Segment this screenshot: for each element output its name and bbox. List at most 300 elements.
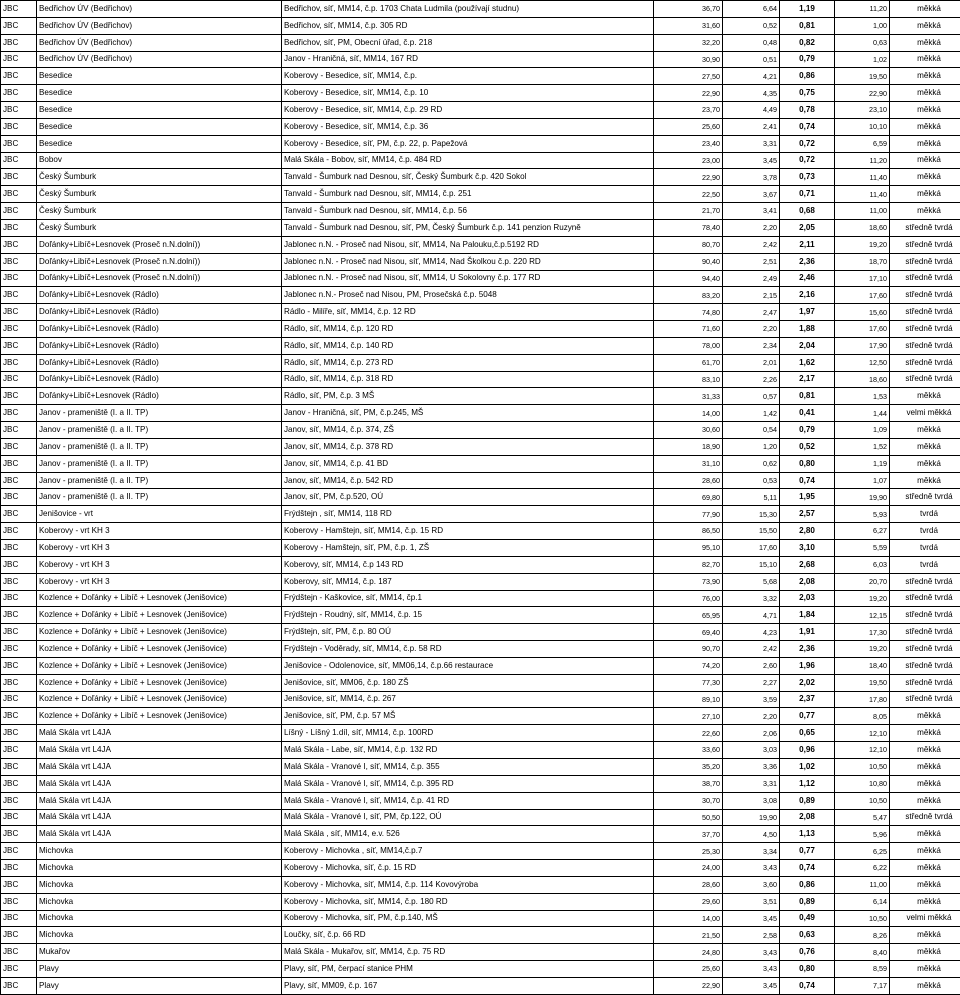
source-cell: Koberovy - vrt KH 3 — [37, 573, 282, 590]
hardness-value-cell: 0,41 — [780, 405, 835, 422]
region-cell: JBC — [1, 186, 37, 203]
table-row — [1, 388, 960, 405]
value-cell-1: 14,00 — [654, 405, 723, 422]
sampling-point-cell: Malá Skála - Vranové I, síť, MM14, č.p. 355 — [282, 758, 654, 775]
table-row — [1, 792, 960, 809]
sampling-point-cell: Rádlo, síť, MM14, č.p. 120 RD — [282, 321, 654, 338]
value-cell-2: 3,34 — [723, 843, 780, 860]
table-row — [1, 944, 960, 961]
source-cell: Kozlence + Doľánky + Libíč + Lesnovek (Jenišovice) — [37, 708, 282, 725]
hardness-value-cell: 1,95 — [780, 489, 835, 506]
sampling-point-cell: Koberovy - Besedice, síť, MM14, č.p. 29 RD — [282, 102, 654, 119]
hardness-value-cell: 0,78 — [780, 102, 835, 119]
value-cell-2: 2,42 — [723, 641, 780, 658]
value-cell-2: 1,20 — [723, 438, 780, 455]
hardness-value-cell: 2,08 — [780, 573, 835, 590]
value-cell-2: 15,10 — [723, 556, 780, 573]
source-cell: Besedice — [37, 102, 282, 119]
region-cell: JBC — [1, 860, 37, 877]
hardness-class-cell: středně tvrdá — [890, 287, 960, 304]
value-cell-2: 4,49 — [723, 102, 780, 119]
sampling-point-cell: Rádlo, síť, MM14, č.p. 273 RD — [282, 354, 654, 371]
value-cell-1: 50,50 — [654, 809, 723, 826]
table-row — [1, 169, 960, 186]
hardness-class-cell: středně tvrdá — [890, 691, 960, 708]
sampling-point-cell: Koberovy - Michovka, síť, MM14, č.p. 180 RD — [282, 893, 654, 910]
value-cell-1: 69,40 — [654, 624, 723, 641]
region-cell: JBC — [1, 641, 37, 658]
region-cell: JBC — [1, 961, 37, 978]
value-cell-2: 2,01 — [723, 354, 780, 371]
value-cell-2: 2,47 — [723, 304, 780, 321]
value-cell-2: 3,43 — [723, 944, 780, 961]
table-row — [1, 68, 960, 85]
value-cell-3: 12,10 — [835, 742, 890, 759]
value-cell-1: 31,10 — [654, 455, 723, 472]
region-cell: JBC — [1, 758, 37, 775]
hardness-class-cell: měkká — [890, 826, 960, 843]
hardness-class-cell: středně tvrdá — [890, 253, 960, 270]
region-cell: JBC — [1, 270, 37, 287]
sampling-point-cell: Frýdštejn - Kaškovice, síť, MM14, čp.1 — [282, 590, 654, 607]
value-cell-1: 90,70 — [654, 641, 723, 658]
value-cell-3: 8,26 — [835, 927, 890, 944]
value-cell-3: 15,60 — [835, 304, 890, 321]
table-row — [1, 506, 960, 523]
sampling-point-cell: Jenišovice, síť, MM14, č.p. 267 — [282, 691, 654, 708]
value-cell-2: 4,21 — [723, 68, 780, 85]
hardness-class-cell: středně tvrdá — [890, 590, 960, 607]
region-cell: JBC — [1, 843, 37, 860]
source-cell: Malá Skála vrt L4JA — [37, 775, 282, 792]
sampling-point-cell: Janov, síť, MM14, č.p. 542 RD — [282, 472, 654, 489]
value-cell-2: 0,48 — [723, 34, 780, 51]
table-row — [1, 961, 960, 978]
value-cell-2: 4,71 — [723, 607, 780, 624]
sampling-point-cell: Koberovy - Besedice, síť, PM, č.p. 22, p. Papežová — [282, 135, 654, 152]
source-cell: Kozlence + Doľánky + Libíč + Lesnovek (Jenišovice) — [37, 657, 282, 674]
region-cell: JBC — [1, 556, 37, 573]
region-cell: JBC — [1, 371, 37, 388]
hardness-class-cell: měkká — [890, 1, 960, 18]
hardness-value-cell: 0,89 — [780, 893, 835, 910]
value-cell-3: 19,50 — [835, 674, 890, 691]
hardness-value-cell: 2,03 — [780, 590, 835, 607]
region-cell: JBC — [1, 573, 37, 590]
value-cell-3: 20,70 — [835, 573, 890, 590]
value-cell-3: 5,93 — [835, 506, 890, 523]
hardness-class-cell: měkká — [890, 51, 960, 68]
hardness-value-cell: 0,86 — [780, 68, 835, 85]
source-cell: Besedice — [37, 118, 282, 135]
region-cell: JBC — [1, 438, 37, 455]
value-cell-3: 11,00 — [835, 876, 890, 893]
value-cell-2: 3,08 — [723, 792, 780, 809]
hardness-class-cell: středně tvrdá — [890, 219, 960, 236]
region-cell: JBC — [1, 893, 37, 910]
hardness-class-cell: měkká — [890, 860, 960, 877]
region-cell: JBC — [1, 304, 37, 321]
value-cell-1: 65,95 — [654, 607, 723, 624]
hardness-value-cell: 2,57 — [780, 506, 835, 523]
source-cell: Kozlence + Doľánky + Libíč + Lesnovek (Jenišovice) — [37, 641, 282, 658]
source-cell: Český Šumburk — [37, 186, 282, 203]
value-cell-2: 4,50 — [723, 826, 780, 843]
hardness-value-cell: 1,12 — [780, 775, 835, 792]
source-cell: Doľánky+Libíč+Lesnovek (Rádlo) — [37, 287, 282, 304]
value-cell-3: 18,40 — [835, 657, 890, 674]
hardness-value-cell: 0,79 — [780, 422, 835, 439]
value-cell-2: 2,41 — [723, 118, 780, 135]
table-row — [1, 405, 960, 422]
source-cell: Český Šumburk — [37, 203, 282, 220]
table-row — [1, 523, 960, 540]
value-cell-2: 0,51 — [723, 51, 780, 68]
value-cell-3: 5,59 — [835, 540, 890, 557]
value-cell-1: 23,40 — [654, 135, 723, 152]
value-cell-2: 2,06 — [723, 725, 780, 742]
value-cell-1: 86,50 — [654, 523, 723, 540]
table-row — [1, 910, 960, 927]
hardness-value-cell: 0,79 — [780, 51, 835, 68]
source-cell: Doľánky+Libíč+Lesnovek (Rádlo) — [37, 371, 282, 388]
region-cell: JBC — [1, 203, 37, 220]
value-cell-1: 37,70 — [654, 826, 723, 843]
value-cell-3: 6,22 — [835, 860, 890, 877]
source-cell: Malá Skála vrt L4JA — [37, 826, 282, 843]
table-row — [1, 607, 960, 624]
sampling-point-cell: Rádlo, síť, MM14, č.p. 318 RD — [282, 371, 654, 388]
region-cell: JBC — [1, 337, 37, 354]
value-cell-1: 80,70 — [654, 236, 723, 253]
hardness-class-cell: měkká — [890, 152, 960, 169]
hardness-class-cell: středně tvrdá — [890, 809, 960, 826]
value-cell-1: 27,50 — [654, 68, 723, 85]
value-cell-3: 10,50 — [835, 758, 890, 775]
hardness-class-cell: měkká — [890, 102, 960, 119]
hardness-class-cell: měkká — [890, 186, 960, 203]
value-cell-1: 23,70 — [654, 102, 723, 119]
source-cell: Malá Skála vrt L4JA — [37, 792, 282, 809]
value-cell-2: 3,59 — [723, 691, 780, 708]
hardness-class-cell: středně tvrdá — [890, 270, 960, 287]
hardness-class-cell: měkká — [890, 843, 960, 860]
value-cell-2: 3,36 — [723, 758, 780, 775]
table-row — [1, 354, 960, 371]
value-cell-2: 1,42 — [723, 405, 780, 422]
table-row — [1, 270, 960, 287]
hardness-value-cell: 1,88 — [780, 321, 835, 338]
region-cell: JBC — [1, 68, 37, 85]
source-cell: Bedřichov ÚV (Bedřichov) — [37, 34, 282, 51]
hardness-class-cell: měkká — [890, 135, 960, 152]
sampling-point-cell: Plavy, síť, MM09, č.p. 167 — [282, 977, 654, 994]
value-cell-3: 1,07 — [835, 472, 890, 489]
hardness-value-cell: 0,81 — [780, 17, 835, 34]
value-cell-3: 11,40 — [835, 169, 890, 186]
value-cell-2: 2,20 — [723, 219, 780, 236]
sampling-point-cell: Jenišovice, síť, MM06, č.p. 180 ZŠ — [282, 674, 654, 691]
hardness-value-cell: 2,36 — [780, 253, 835, 270]
source-cell: Doľánky+Libíč+Lesnovek (Rádlo) — [37, 321, 282, 338]
source-cell: Bobov — [37, 152, 282, 169]
value-cell-1: 74,80 — [654, 304, 723, 321]
sampling-point-cell: Rádlo, síť, MM14, č.p. 140 RD — [282, 337, 654, 354]
hardness-value-cell: 0,73 — [780, 169, 835, 186]
value-cell-2: 3,60 — [723, 876, 780, 893]
sampling-point-cell: Janov - Hraničná, síť, MM14, 167 RD — [282, 51, 654, 68]
hardness-value-cell: 1,91 — [780, 624, 835, 641]
sampling-point-cell: Koberovy - Besedice, síť, MM14, č.p. 36 — [282, 118, 654, 135]
value-cell-1: 25,60 — [654, 118, 723, 135]
region-cell: JBC — [1, 590, 37, 607]
value-cell-1: 25,60 — [654, 961, 723, 978]
region-cell: JBC — [1, 253, 37, 270]
table-row — [1, 287, 960, 304]
hardness-class-cell: měkká — [890, 893, 960, 910]
source-cell: Kozlence + Doľánky + Libíč + Lesnovek (Jenišovice) — [37, 674, 282, 691]
sampling-point-cell: Tanvald - Šumburk nad Desnou, síť, Český Šumburk č.p. 420 Sokol — [282, 169, 654, 186]
region-cell: JBC — [1, 321, 37, 338]
table-row — [1, 540, 960, 557]
hardness-value-cell: 0,75 — [780, 85, 835, 102]
source-cell: Michovka — [37, 843, 282, 860]
region-cell: JBC — [1, 51, 37, 68]
hardness-value-cell: 2,16 — [780, 287, 835, 304]
value-cell-1: 94,40 — [654, 270, 723, 287]
source-cell: Český Šumburk — [37, 169, 282, 186]
source-cell: Michovka — [37, 893, 282, 910]
sampling-point-cell: Koberovy - Michovka, síť, MM14, č.p. 114 Kovovýroba — [282, 876, 654, 893]
value-cell-1: 82,70 — [654, 556, 723, 573]
hardness-value-cell: 2,11 — [780, 236, 835, 253]
value-cell-3: 17,60 — [835, 321, 890, 338]
table-row — [1, 876, 960, 893]
region-cell: JBC — [1, 674, 37, 691]
hardness-value-cell: 0,74 — [780, 977, 835, 994]
source-cell: Doľánky+Libíč+Lesnovek (Rádlo) — [37, 304, 282, 321]
hardness-class-cell: tvrdá — [890, 556, 960, 573]
region-cell: JBC — [1, 169, 37, 186]
hardness-class-cell: měkká — [890, 68, 960, 85]
sampling-point-cell: Frýdštejn , síť, MM14, 118 RD — [282, 506, 654, 523]
value-cell-1: 31,33 — [654, 388, 723, 405]
source-cell: Malá Skála vrt L4JA — [37, 809, 282, 826]
table-row — [1, 51, 960, 68]
table-row — [1, 893, 960, 910]
value-cell-3: 19,50 — [835, 68, 890, 85]
value-cell-2: 6,64 — [723, 1, 780, 18]
sampling-point-cell: Janov, síť, MM14, č.p. 41 BD — [282, 455, 654, 472]
hardness-value-cell: 0,96 — [780, 742, 835, 759]
table-row — [1, 253, 960, 270]
value-cell-3: 17,80 — [835, 691, 890, 708]
hardness-class-cell: středně tvrdá — [890, 573, 960, 590]
value-cell-1: 30,70 — [654, 792, 723, 809]
value-cell-3: 11,40 — [835, 186, 890, 203]
table-row — [1, 219, 960, 236]
sampling-point-cell: Bedřichov, síť, PM, Obecní úřad, č.p. 218 — [282, 34, 654, 51]
value-cell-2: 3,31 — [723, 775, 780, 792]
table-row — [1, 927, 960, 944]
sampling-point-cell: Jablonec n.N. - Proseč nad Nisou, síť, MM14, Nad Školkou č.p. 220 RD — [282, 253, 654, 270]
region-cell: JBC — [1, 152, 37, 169]
hardness-value-cell: 0,86 — [780, 876, 835, 893]
value-cell-1: 21,70 — [654, 203, 723, 220]
value-cell-3: 6,27 — [835, 523, 890, 540]
value-cell-1: 21,50 — [654, 927, 723, 944]
value-cell-3: 10,50 — [835, 910, 890, 927]
region-cell: JBC — [1, 708, 37, 725]
value-cell-2: 17,60 — [723, 540, 780, 557]
hardness-value-cell: 1,19 — [780, 1, 835, 18]
sampling-point-cell: Koberovy - Michovka, síť, PM, č.p.140, MŠ — [282, 910, 654, 927]
value-cell-2: 2,15 — [723, 287, 780, 304]
value-cell-1: 30,60 — [654, 422, 723, 439]
sampling-point-cell: Líšný - Líšný 1.díl, síť, MM14, č.p. 100RD — [282, 725, 654, 742]
value-cell-1: 22,90 — [654, 169, 723, 186]
value-cell-3: 22,90 — [835, 85, 890, 102]
sampling-point-cell: Koberovy - Besedice, síť, MM14, č.p. 10 — [282, 85, 654, 102]
hardness-class-cell: měkká — [890, 742, 960, 759]
value-cell-1: 89,10 — [654, 691, 723, 708]
source-cell: Kozlence + Doľánky + Libíč + Lesnovek (Jenišovice) — [37, 624, 282, 641]
hardness-value-cell: 2,04 — [780, 337, 835, 354]
sampling-point-cell: Malá Skála - Vranové I, síť, MM14, č.p. 395 RD — [282, 775, 654, 792]
hardness-class-cell: měkká — [890, 388, 960, 405]
value-cell-1: 22,60 — [654, 725, 723, 742]
sampling-point-cell: Rádlo - Milíře, síť, MM14, č.p. 12 RD — [282, 304, 654, 321]
value-cell-2: 3,41 — [723, 203, 780, 220]
value-cell-2: 2,34 — [723, 337, 780, 354]
source-cell: Malá Skála vrt L4JA — [37, 758, 282, 775]
table-row — [1, 860, 960, 877]
region-cell: JBC — [1, 219, 37, 236]
sampling-point-cell: Loučky, síť, č.p. 66 RD — [282, 927, 654, 944]
sampling-point-cell: Frýdštejn - Voděrady, síť, MM14, č.p. 58 RD — [282, 641, 654, 658]
sampling-point-cell: Bedřichov, síť, MM14, č.p. 305 RD — [282, 17, 654, 34]
value-cell-1: 31,60 — [654, 17, 723, 34]
value-cell-2: 3,45 — [723, 910, 780, 927]
value-cell-1: 25,30 — [654, 843, 723, 860]
hardness-value-cell: 0,72 — [780, 152, 835, 169]
hardness-value-cell: 0,68 — [780, 203, 835, 220]
source-cell: Janov - prameniště (I. a II. TP) — [37, 455, 282, 472]
sampling-point-cell: Tanvald - Šumburk nad Desnou, síť, MM14, č.p. 251 — [282, 186, 654, 203]
table-row — [1, 1, 960, 18]
hardness-class-cell: měkká — [890, 169, 960, 186]
sampling-point-cell: Jenišovice - Odolenovice, síť, MM06,14, č.p.66 restaurace — [282, 657, 654, 674]
value-cell-2: 3,03 — [723, 742, 780, 759]
hardness-class-cell: středně tvrdá — [890, 236, 960, 253]
value-cell-3: 17,30 — [835, 624, 890, 641]
value-cell-1: 83,20 — [654, 287, 723, 304]
hardness-value-cell: 0,81 — [780, 388, 835, 405]
source-cell: Doľánky+Libíč+Lesnovek (Rádlo) — [37, 388, 282, 405]
hardness-value-cell: 0,74 — [780, 472, 835, 489]
value-cell-3: 18,60 — [835, 371, 890, 388]
source-cell: Besedice — [37, 85, 282, 102]
value-cell-1: 22,50 — [654, 186, 723, 203]
table-row — [1, 118, 960, 135]
table-row — [1, 34, 960, 51]
value-cell-2: 0,54 — [723, 422, 780, 439]
sampling-point-cell: Janov - Hraničná, síť, PM, č.p.245, MŠ — [282, 405, 654, 422]
value-cell-3: 11,20 — [835, 152, 890, 169]
value-cell-1: 78,00 — [654, 337, 723, 354]
hardness-value-cell: 0,80 — [780, 961, 835, 978]
source-cell: Michovka — [37, 910, 282, 927]
source-cell: Besedice — [37, 135, 282, 152]
region-cell: JBC — [1, 657, 37, 674]
value-cell-1: 74,20 — [654, 657, 723, 674]
source-cell: Český Šumburk — [37, 219, 282, 236]
hardness-value-cell: 0,80 — [780, 455, 835, 472]
value-cell-1: 35,20 — [654, 758, 723, 775]
region-cell: JBC — [1, 17, 37, 34]
value-cell-3: 19,20 — [835, 236, 890, 253]
sampling-point-cell: Jablonec n.N. - Proseč nad Nisou, síť, MM14, U Sokolovny č.p. 177 RD — [282, 270, 654, 287]
hardness-class-cell: středně tvrdá — [890, 337, 960, 354]
table-row — [1, 17, 960, 34]
hardness-value-cell: 2,68 — [780, 556, 835, 573]
value-cell-3: 6,59 — [835, 135, 890, 152]
value-cell-3: 5,96 — [835, 826, 890, 843]
hardness-class-cell: měkká — [890, 17, 960, 34]
value-cell-2: 2,51 — [723, 253, 780, 270]
hardness-value-cell: 0,71 — [780, 186, 835, 203]
table-row — [1, 371, 960, 388]
hardness-class-cell: velmi měkká — [890, 405, 960, 422]
value-cell-2: 2,26 — [723, 371, 780, 388]
value-cell-3: 19,20 — [835, 590, 890, 607]
value-cell-2: 2,27 — [723, 674, 780, 691]
region-cell: JBC — [1, 876, 37, 893]
hardness-class-cell: měkká — [890, 977, 960, 994]
value-cell-3: 18,70 — [835, 253, 890, 270]
value-cell-2: 3,43 — [723, 961, 780, 978]
table-row — [1, 590, 960, 607]
hardness-class-cell: tvrdá — [890, 506, 960, 523]
hardness-class-cell: středně tvrdá — [890, 304, 960, 321]
source-cell: Besedice — [37, 68, 282, 85]
hardness-class-cell: měkká — [890, 944, 960, 961]
sampling-point-cell: Koberovy, síť, MM14, č.p 143 RD — [282, 556, 654, 573]
value-cell-1: 28,60 — [654, 472, 723, 489]
value-cell-2: 5,11 — [723, 489, 780, 506]
source-cell: Mukařov — [37, 944, 282, 961]
value-cell-3: 1,02 — [835, 51, 890, 68]
region-cell: JBC — [1, 287, 37, 304]
table-row — [1, 186, 960, 203]
region-cell: JBC — [1, 236, 37, 253]
value-cell-1: 24,80 — [654, 944, 723, 961]
value-cell-1: 23,00 — [654, 152, 723, 169]
table-row — [1, 203, 960, 220]
hardness-value-cell: 2,08 — [780, 809, 835, 826]
region-cell: JBC — [1, 792, 37, 809]
value-cell-1: 32,20 — [654, 34, 723, 51]
source-cell: Bedřichov ÚV (Bedřichov) — [37, 17, 282, 34]
hardness-value-cell: 0,89 — [780, 792, 835, 809]
sampling-point-cell: Plavy, síť, PM, čerpací stanice PHM — [282, 961, 654, 978]
value-cell-1: 27,10 — [654, 708, 723, 725]
region-cell: JBC — [1, 354, 37, 371]
table-row — [1, 472, 960, 489]
hardness-value-cell: 1,97 — [780, 304, 835, 321]
value-cell-2: 3,31 — [723, 135, 780, 152]
region-cell: JBC — [1, 455, 37, 472]
